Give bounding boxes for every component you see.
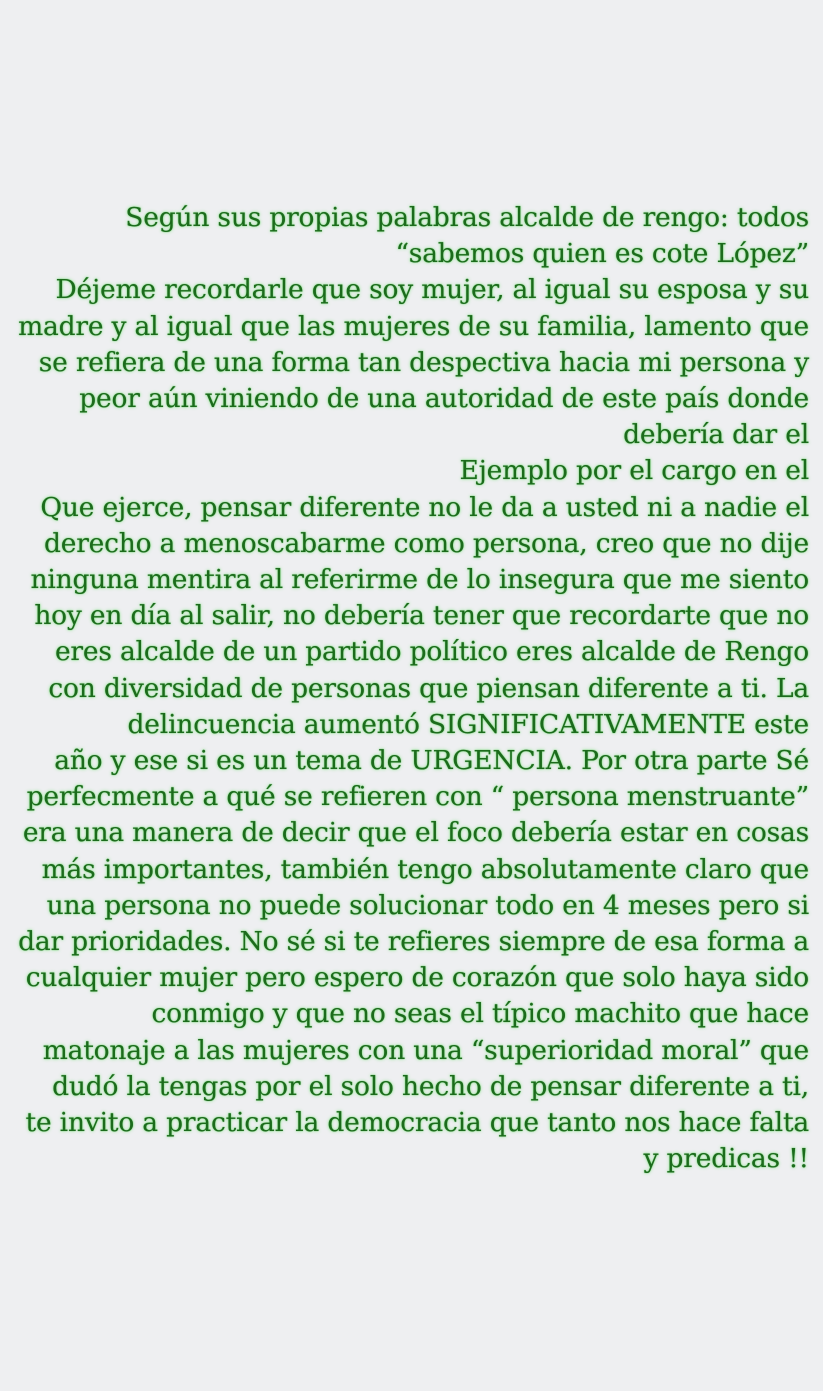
story-line: dudó la tengas por el solo hecho de pensar diferente a ti, — [52, 1070, 809, 1102]
story-line: madre y al igual que las mujeres de su familia, lamento que — [18, 310, 809, 342]
story-line: más importantes, también tengo absolutamente claro que — [41, 853, 809, 885]
story-line: peor aún viniendo de una autoridad de este país donde — [79, 383, 809, 415]
story-line: perfecmente a qué se refieren con “ persona menstruante” — [26, 781, 809, 813]
story-line: cualquier mujer pero espero de corazón que solo haya sido — [25, 962, 809, 994]
story-line: conmigo y que no seas el típico machito que hace — [151, 998, 809, 1030]
story-line: Según sus propias palabras alcalde de rengo: todos — [125, 202, 809, 233]
story-line: te invito a practicar la democracia que tanto nos hace falta — [25, 1107, 809, 1139]
story-line: dar prioridades. No sé si te refieres siempre de esa forma a — [18, 926, 809, 958]
story-line: hoy en día al salir, no debería tener que recordarte que no — [34, 600, 809, 632]
story-line: Que ejerce, pensar diferente no le da a usted ni a nadie el — [40, 491, 809, 523]
story-line: con diversidad de personas que piensan diferente a ti. La — [48, 672, 809, 704]
story-line: año y ese si es un tema de URGENCIA. Por otra parte Sé — [54, 745, 809, 777]
story-line: una persona no puede solucionar todo en 4 meses pero si — [46, 889, 809, 921]
story-line: era una manera de decir que el foco debería estar en cosas — [22, 817, 809, 849]
story-line: debería dar el — [623, 419, 809, 451]
story-line: “sabemos quien es cote López” — [395, 238, 809, 270]
story-line: delincuencia aumentó SIGNIFICATIVAMENTE este — [127, 708, 809, 740]
story-line: Déjeme recordarle que soy mujer, al igual su esposa y su — [55, 274, 809, 306]
story-text-block — [14, 200, 809, 1177]
story-line: se refiera de una forma tan despectiva hacia mi persona y — [38, 346, 809, 378]
story-line: ninguna mentira al referirme de lo insegura que me siento — [30, 564, 809, 596]
story-line: eres alcalde de un partido político eres alcalde de Rengo — [54, 636, 809, 668]
story-line: Ejemplo por el cargo en el — [459, 455, 809, 487]
story-line: matonaje a las mujeres con una “superioridad moral” que — [42, 1034, 809, 1066]
story-line: y predicas !! — [643, 1143, 809, 1175]
story-line: derecho a menoscabarme como persona, creo que no dije — [43, 527, 809, 559]
